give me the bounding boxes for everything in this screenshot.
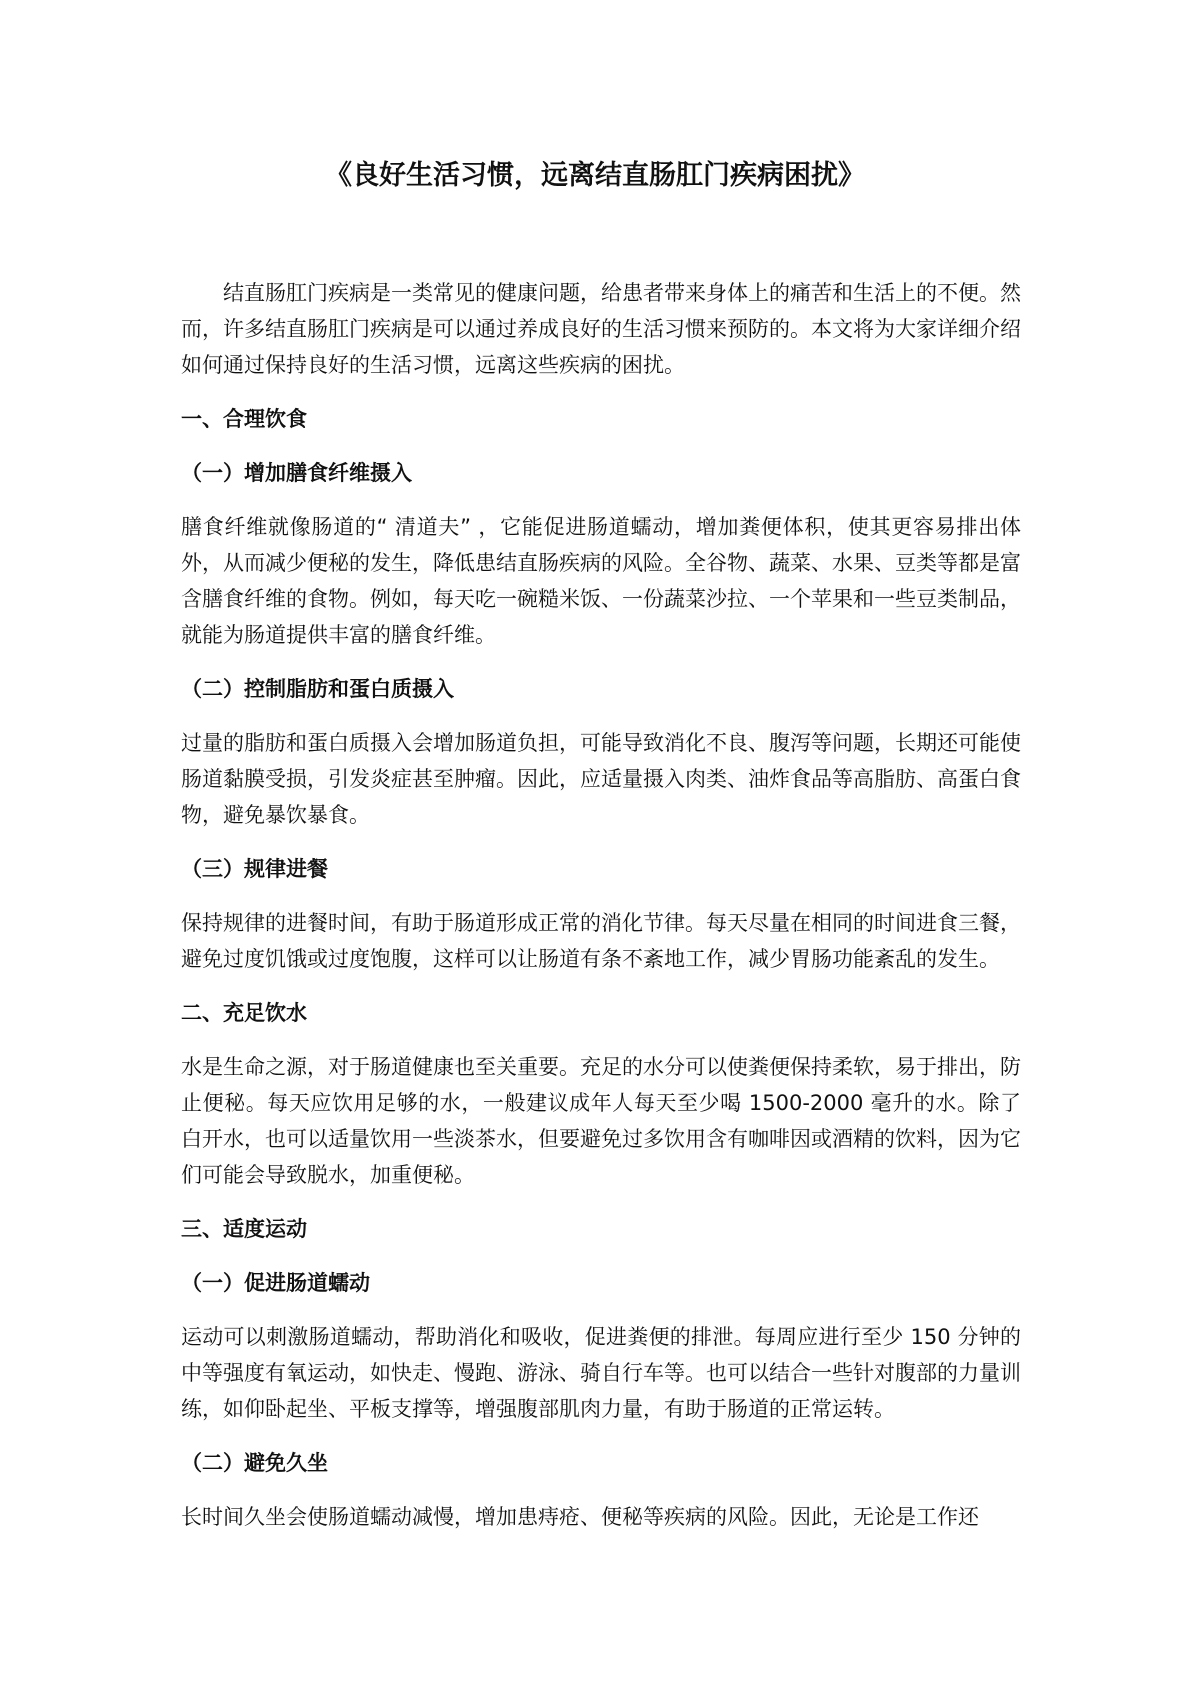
document-body bbox=[181, 275, 1021, 1553]
subsection-heading-fiber: （一）增加膳食纤维摄入 bbox=[181, 461, 412, 485]
subsection-heading-peristalsis: （一）促进肠道蠕动 bbox=[181, 1271, 370, 1295]
section-heading-exercise: 三、适度运动 bbox=[181, 1217, 307, 1241]
avoid-sitting-paragraph: 长时间久坐会使肠道蠕动减慢，增加患痔疮、便秘等疾病的风险。因此，无论是工作还 bbox=[181, 1505, 979, 1529]
fat-protein-paragraph: 过量的脂肪和蛋白质摄入会增加肠道负担，可能导致消化不良、腹泻等问题，长期还可能使肠道黏膜受损，引发炎症甚至肿瘤。因此，应适量摄入肉类、油炸食品等高脂肪、高蛋白食物，避免暴饮暴食。 bbox=[181, 731, 1021, 827]
document-title: 《良好生活习惯，远离结直肠肛门疾病困扰》 bbox=[325, 160, 865, 191]
subsection-heading-regular-meals: （三）规律进餐 bbox=[181, 857, 328, 881]
section-heading-diet: 一、合理饮食 bbox=[181, 407, 307, 431]
regular-meals-paragraph: 保持规律的进餐时间，有助于肠道形成正常的消化节律。每天尽量在相同的时间进食三餐，避免过度饥饿或过度饱腹，这样可以让肠道有条不紊地工作，减少胃肠功能紊乱的发生。 bbox=[181, 911, 1021, 971]
subsection-heading-avoid-sitting: （二）避免久坐 bbox=[181, 1451, 328, 1475]
fiber-paragraph: 膳食纤维就像肠道的“ 清道夫” ，它能促进肠道蠕动，增加粪便体积，使其更容易排出体外，从而减少便秘的发生，降低患结直肠疾病的风险。全谷物、蔬菜、水果、豆类等都是富含膳食纤维的食物。例如，每天吃一碗糙米饭、一份蔬菜沙拉、一个苹果和一些豆类制品，就能为肠道提供丰富的膳食纤维。 bbox=[181, 515, 1021, 647]
subsection-heading-fat-protein: （二）控制脂肪和蛋白质摄入 bbox=[181, 677, 454, 701]
section-heading-water: 二、充足饮水 bbox=[181, 1001, 307, 1025]
water-paragraph: 水是生命之源，对于肠道健康也至关重要。充足的水分可以使粪便保持柔软，易于排出，防止便秘。每天应饮用足够的水，一般建议成年人每天至少喝 1500-2000 毫升的水。除了白开水，也可以适量饮用一些淡茶水，但要避免过多饮用含有咖啡因或酒精的饮料，因为它们可能会导致脱水，加重便秘。 bbox=[181, 1055, 1021, 1187]
peristalsis-paragraph: 运动可以刺激肠道蠕动，帮助消化和吸收，促进粪便的排泄。每周应进行至少 150 分钟的中等强度有氧运动，如快走、慢跑、游泳、骑自行车等。也可以结合一些针对腹部的力量训练，如仰卧起坐、平板支撑等，增强腹部肌肉力量，有助于肠道的正常运转。 bbox=[181, 1325, 1021, 1421]
intro-paragraph: 结直肠肛门疾病是一类常见的健康问题，给患者带来身体上的痛苦和生活上的不便。然而，许多结直肠肛门疾病是可以通过养成良好的生活习惯来预防的。本文将为大家详细介绍如何通过保持良好的生活习惯，远离这些疾病的困扰。 bbox=[181, 281, 1021, 377]
